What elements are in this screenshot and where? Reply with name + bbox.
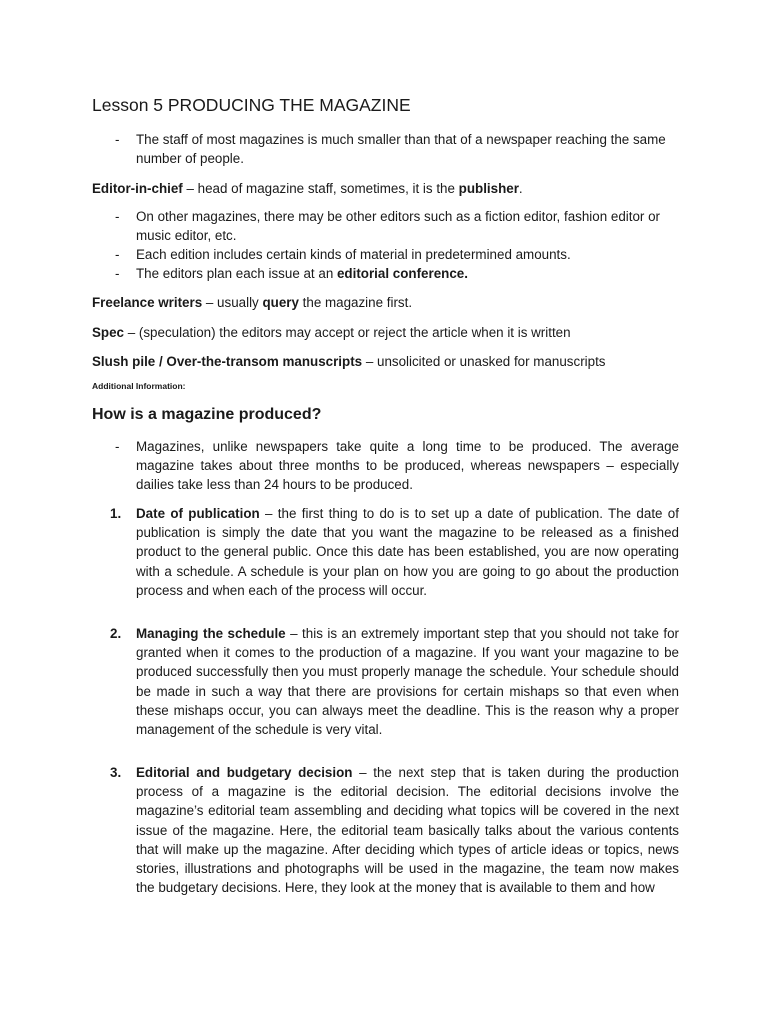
definition-freelance-writers: Freelance writers – usually query the magazine first. <box>92 295 413 310</box>
step-number: 1. <box>110 506 122 521</box>
bullet-dash: - <box>115 439 120 454</box>
step-date-of-publication: Date of publication – the first thing to do is to set up a date of publication. The date of publication is simply the date that you want the magazine to be released as a finished product to the general public. Once this date has been established, you are now operating with a schedule. A schedule is your plan on how you are going to go about the production process and when each of the process will occur. <box>136 506 679 598</box>
definition-spec: Spec – (speculation) the editors may accept or reject the article when it is written <box>92 325 571 340</box>
step-editorial-budgetary-decision: Editorial and budgetary decision – the next step that is taken during the production process of a magazine is the editorial decision. The editorial decisions involve the magazine’s editorial team assembling and deciding what topics will be covered in the next issue of the magazine. Here, the editorial team basically talks about the various contents that will make up the magazine. After deciding which types of article ideas or topics, news stories, illustrations and photographs will be used in the magazine, the team now makes the budgetary decisions. Here, they look at the money that is available to them and how <box>136 765 679 896</box>
definition-editor-in-chief: Editor-in-chief – head of magazine staff, sometimes, it is the publisher. <box>92 181 523 196</box>
step-number: 3. <box>110 765 122 780</box>
page-title: Lesson 5 PRODUCING THE MAGAZINE <box>92 95 411 115</box>
definition-slush-pile: Slush pile / Over-the-transom manuscripts – unsolicited or unasked for manuscripts <box>92 354 606 369</box>
step-number: 2. <box>110 626 122 641</box>
bullet-dash: - <box>115 209 120 224</box>
bullet-other-editors: On other magazines, there may be other editors such as a fiction editor, fashion editor or music editor, etc. <box>136 209 661 244</box>
step-managing-schedule: Managing the schedule – this is an extremely important step that you should not take for granted when it comes to the production of a magazine. If you want your magazine to be produced successfully then you must properly manage the schedule. Your schedule should be made in such a way that there are provisions for certain mishaps so that even when these mishaps occur, you can always meet the deadline. This is the reason why a proper management of the schedule is very vital. <box>136 626 680 738</box>
bullet-production-time: Magazines, unlike newspapers take quite a long time to be produced. The average magazine takes about three months to be produced, whereas newspapers – especially dailies take less than 24 hours to be produced. <box>136 439 679 493</box>
bullet-dash: - <box>115 247 120 262</box>
section-heading: How is a magazine produced? <box>92 406 322 423</box>
bullet-dash: - <box>115 132 120 147</box>
bullet-staff-size: The staff of most magazines is much smaller than that of a newspaper reaching the same number of people. <box>136 132 666 167</box>
bullet-editorial-conference: The editors plan each issue at an editorial conference. <box>136 266 468 281</box>
additional-information-label: Additional Information: <box>92 381 186 391</box>
bullet-dash: - <box>115 266 120 281</box>
bullet-edition-material: Each edition includes certain kinds of material in predetermined amounts. <box>136 247 571 262</box>
term-editor-in-chief: Editor-in-chief <box>92 181 183 196</box>
